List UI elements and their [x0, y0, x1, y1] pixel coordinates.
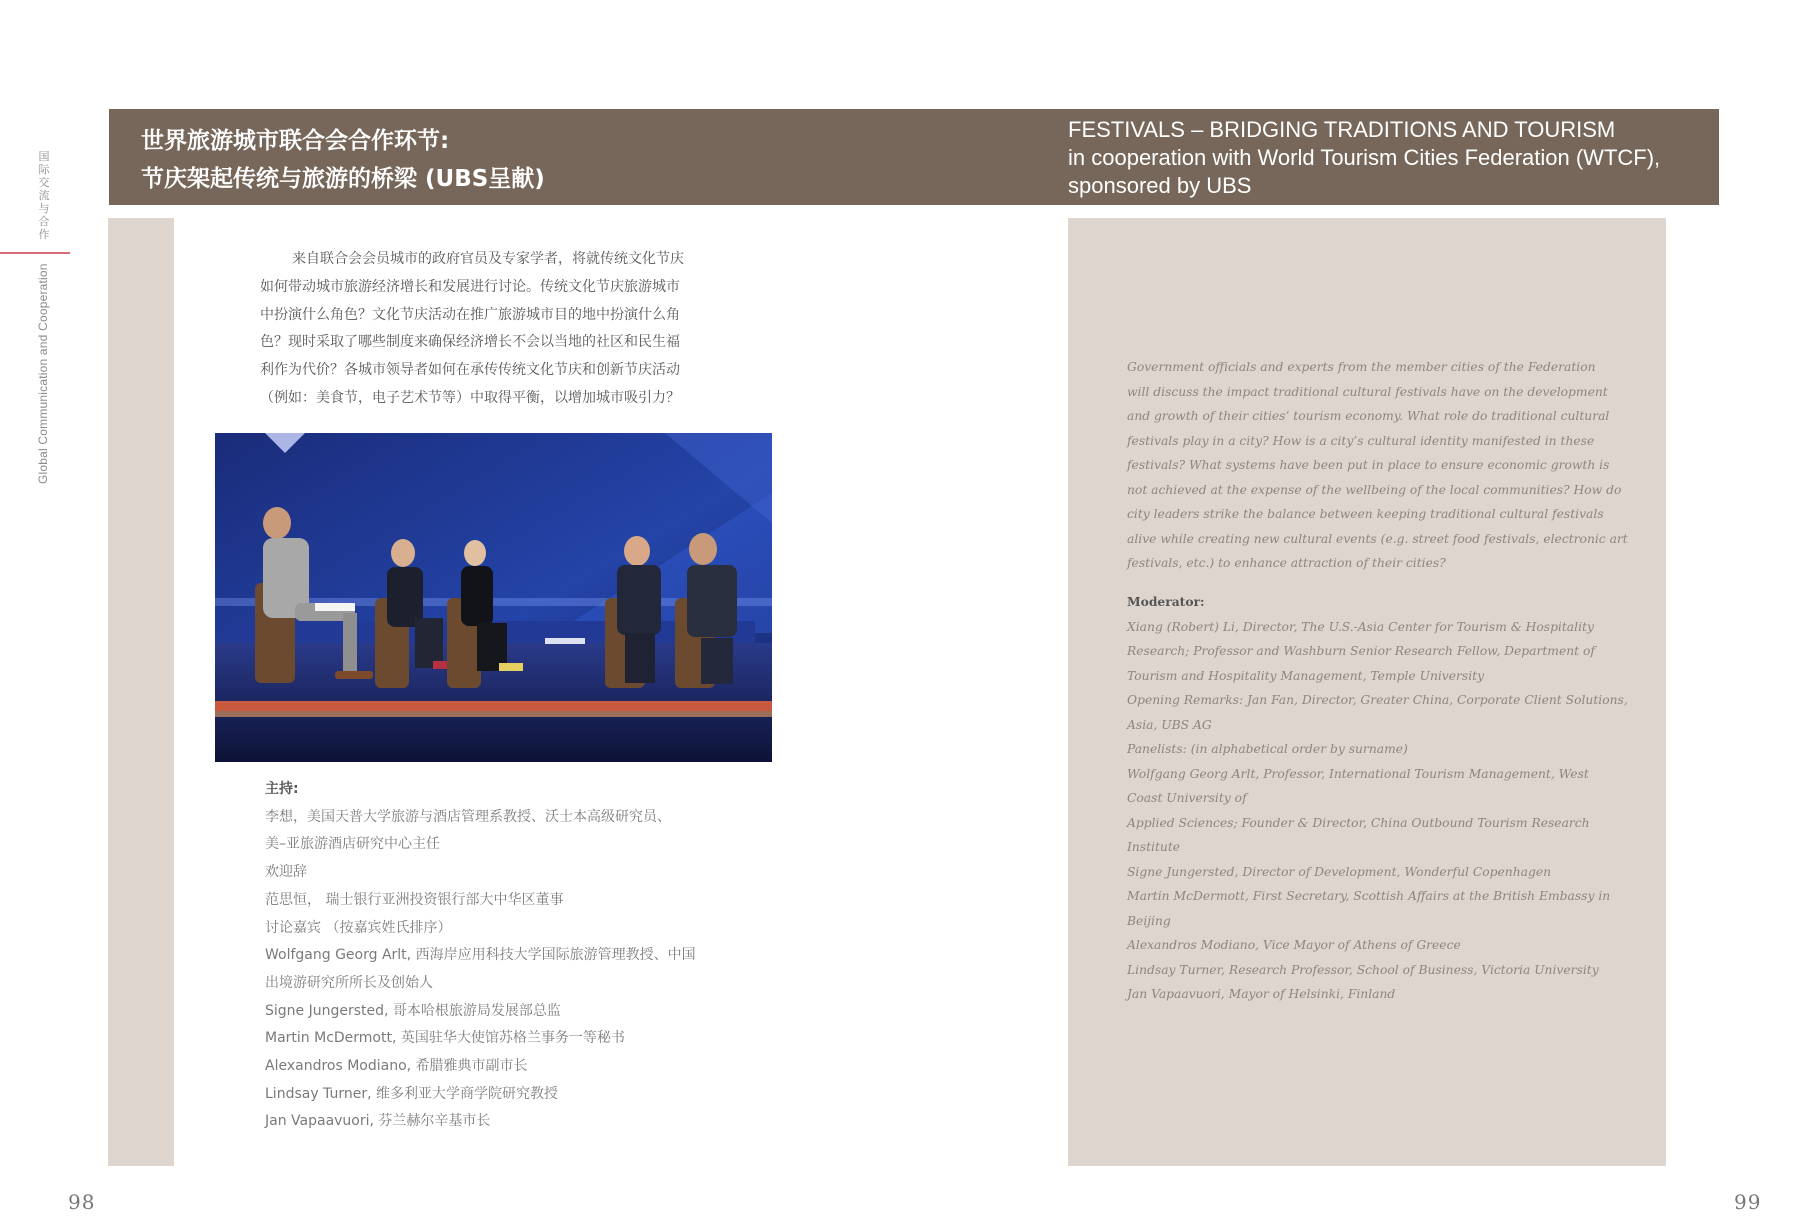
- cn-title: [141, 122, 841, 198]
- cn-credit-line: 美–亚旅游酒店研究中心主任: [265, 836, 440, 853]
- en-credit-line: Signe Jungersted, Director of Development, Wonderful Copenhagen: [1127, 864, 1552, 879]
- en-title-line-1: FESTIVALS – BRIDGING TRADITIONS AND TOURISM: [1068, 117, 1616, 142]
- en-moderator-label: Moderator:: [1127, 594, 1205, 609]
- cn-credit-line: Jan Vapaavuori, 芬兰赫尔辛基市长: [265, 1113, 491, 1130]
- en-credit-line: Coast University of: [1127, 791, 1247, 805]
- en-title-line-3: sponsored by UBS: [1068, 173, 1252, 198]
- cn-intro-line: 色？现时采取了哪些制度来确保经济增长不会以当地的社区和民生福: [260, 334, 680, 351]
- cn-credit-line: 讨论嘉宾 （按嘉宾姓氏排序）: [265, 919, 452, 936]
- page-number-right: 99: [1734, 1190, 1762, 1214]
- page-number-left: 98: [68, 1190, 96, 1214]
- panel-photo: [215, 433, 772, 762]
- en-credit-line: Alexandros Modiano, Vice Mayor of Athens of Greece: [1127, 938, 1461, 952]
- en-intro-paragraph: [1127, 355, 1628, 576]
- cn-credits: [265, 776, 745, 1136]
- cn-credit-line: Wolfgang Georg Arlt, 西海岸应用科技大学国际旅游管理教授、中国: [265, 947, 696, 964]
- side-tab-en: Global Communication and Cooperation: [36, 263, 50, 484]
- panel-photo-image: [215, 433, 772, 762]
- en-credit-line: Martin McDermott, First Secretary, Scottish Affairs at the British Embassy in: [1127, 889, 1611, 903]
- en-credit-line: Xiang (Robert) Li, Director, The U.S.-Asia Center for Tourism & Hospitality: [1127, 619, 1594, 634]
- cn-credit-line: 李想，美国天普大学旅游与酒店管理系教授、沃士本高级研究员、: [265, 808, 671, 825]
- en-credit-line: Research; Professor and Washburn Senior Research Fellow, Department of: [1127, 644, 1595, 658]
- cn-title-line-2: 节庆架起传统与旅游的桥梁 (UBS呈献): [141, 166, 545, 192]
- en-title-line-2: in cooperation with World Tourism Cities Federation (WTCF),: [1068, 145, 1661, 170]
- en-credit-line: Institute: [1127, 840, 1181, 854]
- cn-moderator-label: 主持:: [265, 781, 299, 797]
- en-intro-line: and growth of their cities’ tourism economy. What role do traditional cultural: [1127, 409, 1610, 423]
- en-credit-line: Applied Sciences; Founder & Director, China Outbound Tourism Research: [1127, 815, 1590, 830]
- side-tab-divider: [0, 252, 70, 254]
- cn-intro-paragraph: [260, 246, 730, 413]
- en-intro-line: city leaders strike the balance between keeping traditional cultural festivals: [1127, 507, 1604, 521]
- cn-intro-line: 利作为代价？各城市领导者如何在承传传统文化节庆和创新节庆活动: [260, 362, 680, 379]
- en-intro-line: festivals, etc.) to enhance attraction of their cities?: [1127, 556, 1446, 570]
- en-credit-line: Tourism and Hospitality Management, Temple University: [1127, 668, 1485, 683]
- en-credit-line: Panelists: (in alphabetical order by surname): [1127, 742, 1408, 756]
- en-credit-line: Opening Remarks: Jan Fan, Director, Greater China, Corporate Client Solutions,: [1127, 693, 1628, 707]
- en-intro-line: festivals? What systems have been put in place to ensure economic growth is: [1127, 458, 1610, 472]
- cn-credit-line: Signe Jungersted, 哥本哈根旅游局发展部总监: [265, 1002, 561, 1019]
- cn-credit-line: 出境游研究所所长及创始人: [265, 974, 433, 991]
- cn-intro-line: 来自联合会会员城市的政府官员及专家学者，将就传统文化节庆: [292, 251, 684, 267]
- en-credit-line: Beijing: [1127, 913, 1171, 928]
- en-intro-line: not achieved at the expense of the wellbeing of the local communities? How do: [1127, 482, 1622, 497]
- cn-intro-line: 中扮演什么角色？文化节庆活动在推广旅游城市目的地中扮演什么角: [260, 306, 680, 323]
- left-page-side-bar: [108, 218, 174, 1166]
- side-tab-cn: 国际交流与合作: [38, 150, 50, 241]
- cn-intro-line: 如何带动城市旅游经济增长和发展进行讨论。传统文化节庆旅游城市: [260, 278, 680, 295]
- cn-credit-line: Lindsay Turner, 维多利亚大学商学院研究教授: [265, 1085, 559, 1102]
- cn-credit-line: Alexandros Modiano, 希腊雅典市副市长: [265, 1058, 528, 1075]
- en-credit-line: Wolfgang Georg Arlt, Professor, International Tourism Management, West: [1127, 766, 1589, 781]
- en-credit-line: Lindsay Turner, Research Professor, School of Business, Victoria University: [1127, 962, 1599, 977]
- en-credit-line: Jan Vapaavuori, Mayor of Helsinki, Finland: [1127, 987, 1396, 1001]
- en-intro-line: Government officials and experts from the member cities of the Federation: [1127, 360, 1596, 374]
- en-title: [1068, 116, 1718, 200]
- en-intro-line: festivals play in a city? How is a city’s cultural identity manifested in these: [1127, 433, 1595, 448]
- en-credit-line: Asia, UBS AG: [1127, 717, 1212, 732]
- en-credits: [1127, 590, 1628, 1007]
- cn-credit-line: 范思恒， 瑞士银行亚洲投资银行部大中华区董事: [265, 891, 564, 908]
- en-intro-line: will discuss the impact traditional cultural festivals have on the development: [1127, 384, 1608, 399]
- cn-title-line-1: 世界旅游城市联合会合作环节:: [141, 128, 450, 154]
- cn-credit-line: 欢迎辞: [265, 864, 307, 881]
- cn-credit-line: Martin McDermott, 英国驻华大使馆苏格兰事务一等秘书: [265, 1030, 625, 1047]
- en-intro-line: alive while creating new cultural events (e.g. street food festivals, electronic art: [1127, 531, 1628, 546]
- cn-intro-line: （例如：美食节，电子艺术节等）中取得平衡，以增加城市吸引力？: [260, 389, 680, 406]
